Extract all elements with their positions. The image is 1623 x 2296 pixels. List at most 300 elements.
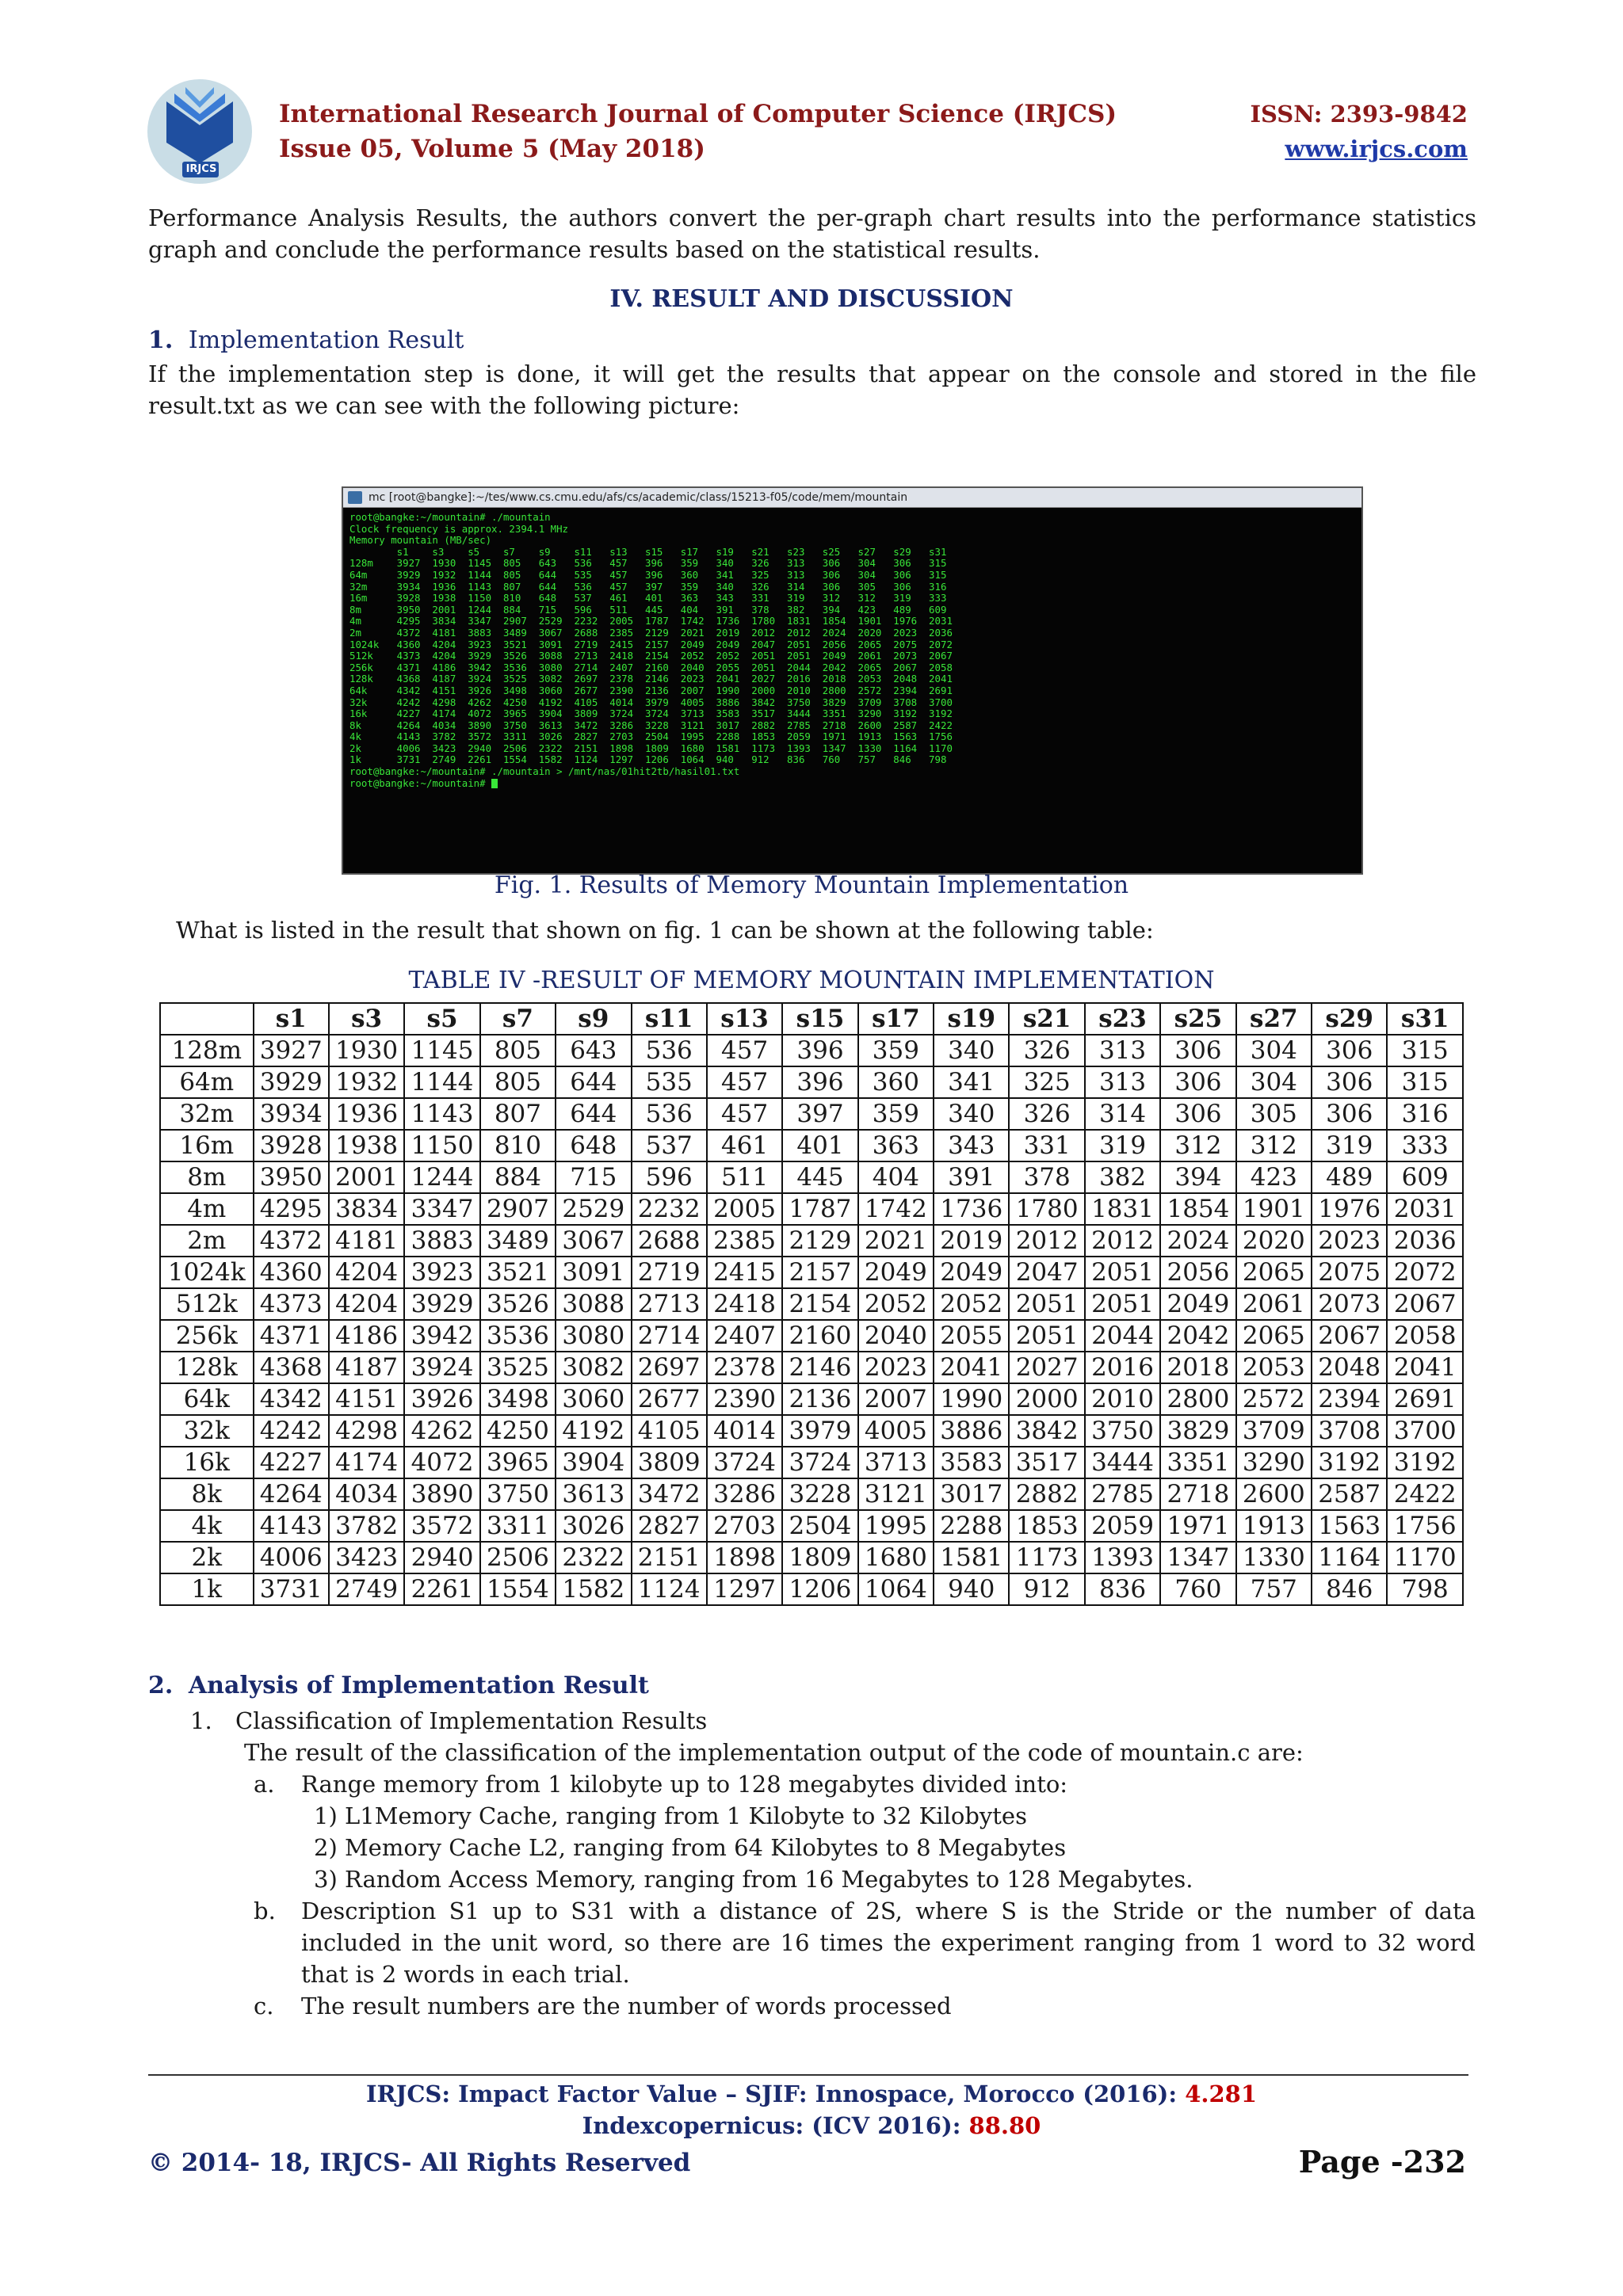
- table-cell: 2827: [632, 1510, 707, 1542]
- table-cell: 2394: [1312, 1383, 1387, 1415]
- table-row: [160, 1225, 1463, 1257]
- subsection-2-heading: [148, 1672, 649, 1699]
- table-cell: 394: [1160, 1161, 1235, 1193]
- table-header-cell: s21: [1009, 1003, 1084, 1035]
- table-cell: 3842: [1009, 1415, 1084, 1447]
- table-row-label: 256k: [160, 1320, 254, 1352]
- table-cell: 2136: [782, 1383, 857, 1415]
- table-cell: 3525: [480, 1352, 556, 1383]
- table-cell: 2036: [1387, 1225, 1463, 1257]
- table-cell: 715: [556, 1161, 631, 1193]
- table-cell: 3498: [480, 1383, 556, 1415]
- table-cell: 340: [934, 1098, 1009, 1130]
- table-header-cell: s9: [556, 1003, 631, 1035]
- terminal-line: 128k 4368 4187 3924 3525 3082 2697 2378 2146 2023 2041 2027 2016 2018 2053 2048 2041: [349, 673, 953, 685]
- table-row: [160, 1383, 1463, 1415]
- table-cell: 319: [1085, 1130, 1160, 1161]
- terminal-line: 2k 4006 3423 2940 2506 2322 2151 1898 1809 1680 1581 1173 1393 1347 1330 1164 1170: [349, 742, 953, 754]
- table-cell: 2040: [858, 1320, 934, 1352]
- table-cell: 4186: [329, 1320, 404, 1352]
- table-cell: 2000: [1009, 1383, 1084, 1415]
- table-cell: 3536: [480, 1320, 556, 1352]
- table-cell: 537: [632, 1130, 707, 1161]
- table-cell: 940: [934, 1573, 1009, 1605]
- copyright: © 2014- 18, IRJCS- All Rights Reserved: [148, 2149, 691, 2177]
- table-cell: 4371: [254, 1320, 329, 1352]
- table-cell: 1787: [782, 1193, 857, 1225]
- subsection-2-number: 2.: [148, 1672, 174, 1699]
- table-cell: 4204: [329, 1288, 404, 1320]
- terminal-line: root@bangke:~/mountain# ./mountain: [349, 511, 551, 523]
- table-cell: 4242: [254, 1415, 329, 1447]
- table-cell: 2027: [1009, 1352, 1084, 1383]
- table-cell: 2907: [480, 1193, 556, 1225]
- table-cell: 2058: [1387, 1320, 1463, 1352]
- table-cell: 4250: [480, 1415, 556, 1447]
- table-cell: 644: [556, 1098, 631, 1130]
- table-cell: 2041: [934, 1352, 1009, 1383]
- table-cell: 3311: [480, 1510, 556, 1542]
- table-cell: 326: [1009, 1035, 1084, 1066]
- table-cell: 1913: [1236, 1510, 1312, 1542]
- subsection-1-title: Implementation Result: [188, 326, 464, 354]
- table-cell: 4187: [329, 1352, 404, 1383]
- terminal-output: [343, 508, 1361, 793]
- table-row-label: 4k: [160, 1510, 254, 1542]
- table-cell: 1990: [934, 1383, 1009, 1415]
- table-cell: 2049: [1160, 1288, 1235, 1320]
- table-cell: 536: [632, 1035, 707, 1066]
- table-cell: 1831: [1085, 1193, 1160, 1225]
- table-cell: 2001: [329, 1161, 404, 1193]
- table-cell: 2378: [707, 1352, 782, 1383]
- table-cell: 836: [1085, 1573, 1160, 1605]
- table-cell: 1150: [404, 1130, 479, 1161]
- table-cell: 1064: [858, 1573, 934, 1605]
- table-row-label: 64k: [160, 1383, 254, 1415]
- footer-icv: [0, 2112, 1623, 2139]
- table-row-label: 128m: [160, 1035, 254, 1066]
- table-caption: TABLE IV -RESULT OF MEMORY MOUNTAIN IMPLEMENTATION: [408, 967, 1215, 994]
- table-cell: 3583: [934, 1447, 1009, 1478]
- table-cell: 2600: [1236, 1478, 1312, 1510]
- table-cell: 3082: [556, 1352, 631, 1383]
- table-cell: 3709: [1236, 1415, 1312, 1447]
- table-cell: 1554: [480, 1573, 556, 1605]
- table-cell: 4204: [329, 1257, 404, 1288]
- table-cell: 3965: [480, 1447, 556, 1478]
- list-item-b: Description S1 up to S31 with a distance of 2S, where S is the Stride or the number of data included in the unit word, so there are 16 times the experiment ranging from 1 word to 32 word that is 2 words in each trial.: [301, 1897, 1476, 1988]
- terminal-line: 32m 3934 1936 1143 807 644 536 457 397 359 340 326 314 306 305 306 316: [349, 580, 947, 593]
- table-cell: 4262: [404, 1415, 479, 1447]
- table-cell: 3526: [480, 1288, 556, 1320]
- table-row: [160, 1352, 1463, 1383]
- table-cell: 760: [1160, 1573, 1235, 1605]
- table-cell: 359: [858, 1035, 934, 1066]
- table-cell: 331: [1009, 1130, 1084, 1161]
- table-row-label: 16k: [160, 1447, 254, 1478]
- list-label-b: b.: [254, 1897, 276, 1924]
- table-cell: 391: [934, 1161, 1009, 1193]
- table-cell: 312: [1236, 1130, 1312, 1161]
- table-cell: 648: [556, 1130, 631, 1161]
- table-cell: 2012: [1085, 1225, 1160, 1257]
- table-cell: 360: [858, 1066, 934, 1098]
- table-cell: 457: [707, 1098, 782, 1130]
- terminal-line: 4m 4295 3834 3347 2907 2529 2232 2005 1787 1742 1736 1780 1831 1854 1901 1976 2031: [349, 615, 953, 627]
- table-cell: 2415: [707, 1257, 782, 1288]
- table-row-label: 32k: [160, 1415, 254, 1447]
- table-cell: 306: [1160, 1066, 1235, 1098]
- terminal-line: 4k 4143 3782 3572 3311 3026 2827 2703 2504 1995 2288 1853 2059 1971 1913 1563 1756: [349, 730, 953, 743]
- table-cell: 3286: [707, 1478, 782, 1510]
- table-cell: 1164: [1312, 1542, 1387, 1573]
- table-cell: 3613: [556, 1478, 631, 1510]
- table-cell: 489: [1312, 1161, 1387, 1193]
- table-cell: 3121: [858, 1478, 934, 1510]
- table-cell: 2146: [782, 1352, 857, 1383]
- table-cell: 4072: [404, 1447, 479, 1478]
- table-cell: 2940: [404, 1542, 479, 1573]
- table-cell: 3290: [1236, 1447, 1312, 1478]
- table-cell: 319: [1312, 1130, 1387, 1161]
- table-cell: 2047: [1009, 1257, 1084, 1288]
- table-cell: 4295: [254, 1193, 329, 1225]
- table-cell: 3904: [556, 1447, 631, 1478]
- subsection-1-heading: [148, 326, 464, 354]
- terminal-line: 512k 4373 4204 3929 3526 3088 2713 2418 2154 2052 2052 2051 2051 2049 2061 2073 2067: [349, 650, 953, 662]
- table-row: [160, 1478, 1463, 1510]
- table-row: [160, 1257, 1463, 1288]
- terminal-title: mc [root@bangke]:~/tes/www.cs.cmu.edu/afs/cs/academic/class/15213-f05/code/mem/mountain: [369, 491, 908, 504]
- terminal-line: 256k 4371 4186 3942 3536 3080 2714 2407 2160 2040 2055 2051 2044 2042 2065 2067 2058: [349, 661, 953, 673]
- table-cell: 326: [1009, 1098, 1084, 1130]
- table-cell: 378: [1009, 1161, 1084, 1193]
- table-row-label: 2m: [160, 1225, 254, 1257]
- table-header-cell: s23: [1085, 1003, 1160, 1035]
- table-cell: 2160: [782, 1320, 857, 1352]
- terminal-line: Memory mountain (MB/sec): [349, 534, 492, 547]
- table-cell: 457: [707, 1035, 782, 1066]
- table-cell: 3750: [1085, 1415, 1160, 1447]
- table-cell: 2005: [707, 1193, 782, 1225]
- footer-impact-factor: [0, 2081, 1623, 2107]
- footer-divider: [148, 2074, 1468, 2076]
- table-row: [160, 1193, 1463, 1225]
- table-cell: 401: [782, 1130, 857, 1161]
- table-cell: 4368: [254, 1352, 329, 1383]
- table-cell: 397: [782, 1098, 857, 1130]
- table-cell: 1244: [404, 1161, 479, 1193]
- table-row-label: 64m: [160, 1066, 254, 1098]
- table-cell: 2019: [934, 1225, 1009, 1257]
- table-cell: 3883: [404, 1225, 479, 1257]
- table-cell: 314: [1085, 1098, 1160, 1130]
- table-cell: 3708: [1312, 1415, 1387, 1447]
- table-cell: 1582: [556, 1573, 631, 1605]
- table-cell: 4151: [329, 1383, 404, 1415]
- table-cell: 2072: [1387, 1257, 1463, 1288]
- subsection-1-number: 1.: [148, 326, 174, 354]
- table-cell: 643: [556, 1035, 631, 1066]
- table-cell: 461: [707, 1130, 782, 1161]
- table-cell: 810: [480, 1130, 556, 1161]
- table-cell: 2024: [1160, 1225, 1235, 1257]
- table-cell: 382: [1085, 1161, 1160, 1193]
- table-cell: 312: [1160, 1130, 1235, 1161]
- table-cell: 2151: [632, 1542, 707, 1573]
- journal-issue: Issue 05, Volume 5 (May 2018): [279, 135, 705, 163]
- table-cell: 396: [782, 1066, 857, 1098]
- table-row-label: 128k: [160, 1352, 254, 1383]
- table-cell: 4342: [254, 1383, 329, 1415]
- table-cell: 359: [858, 1098, 934, 1130]
- table-header-cell: s27: [1236, 1003, 1312, 1035]
- terminal-line: 64m 3929 1932 1144 805 644 535 457 396 360 341 325 313 306 304 306 315: [349, 568, 947, 581]
- table-cell: 3347: [404, 1193, 479, 1225]
- table-cell: 1971: [1160, 1510, 1235, 1542]
- table-cell: 315: [1387, 1066, 1463, 1098]
- table-cell: 306: [1160, 1098, 1235, 1130]
- table-cell: 313: [1085, 1066, 1160, 1098]
- table-cell: 644: [556, 1066, 631, 1098]
- table-row: [160, 1130, 1463, 1161]
- table-cell: 3782: [329, 1510, 404, 1542]
- table-cell: 340: [934, 1035, 1009, 1066]
- table-cell: 4181: [329, 1225, 404, 1257]
- table-cell: 1901: [1236, 1193, 1312, 1225]
- issn: ISSN: 2393-9842: [1250, 101, 1468, 128]
- table-cell: 3886: [934, 1415, 1009, 1447]
- table-cell: 4143: [254, 1510, 329, 1542]
- table-cell: 2882: [1009, 1478, 1084, 1510]
- table-cell: 1393: [1085, 1542, 1160, 1573]
- table-row: [160, 1542, 1463, 1573]
- icv-value: 88.80: [968, 2112, 1041, 2139]
- table-cell: 2020: [1236, 1225, 1312, 1257]
- table-cell: 2023: [858, 1352, 934, 1383]
- table-cell: 2051: [1009, 1288, 1084, 1320]
- terminal-icon: [348, 491, 362, 504]
- impact-factor-label: IRJCS: Impact Factor Value – SJIF: Innospace, Morocco (2016):: [365, 2081, 1186, 2107]
- table-cell: 1780: [1009, 1193, 1084, 1225]
- table-header-cell: s19: [934, 1003, 1009, 1035]
- table-row-label: 512k: [160, 1288, 254, 1320]
- table-row-label: 16m: [160, 1130, 254, 1161]
- table-cell: 1976: [1312, 1193, 1387, 1225]
- journal-logo: [143, 70, 262, 189]
- table-cell: 536: [632, 1098, 707, 1130]
- table-cell: 343: [934, 1130, 1009, 1161]
- table-cell: 3724: [782, 1447, 857, 1478]
- table-cell: 2157: [782, 1257, 857, 1288]
- table-cell: 3829: [1160, 1415, 1235, 1447]
- table-cell: 1297: [707, 1573, 782, 1605]
- table-cell: 2052: [934, 1288, 1009, 1320]
- table-cell: 2056: [1160, 1257, 1235, 1288]
- table-cell: 805: [480, 1035, 556, 1066]
- table-cell: 3713: [858, 1447, 934, 1478]
- table-cell: 2691: [1387, 1383, 1463, 1415]
- table-cell: 596: [632, 1161, 707, 1193]
- table-cell: 2067: [1387, 1288, 1463, 1320]
- table-cell: 2018: [1160, 1352, 1235, 1383]
- table-cell: 3927: [254, 1035, 329, 1066]
- table-cell: 305: [1236, 1098, 1312, 1130]
- table-row: [160, 1066, 1463, 1098]
- list-item-a: Range memory from 1 kilobyte up to 128 megabytes divided into:: [301, 1771, 1068, 1798]
- table-cell: 3924: [404, 1352, 479, 1383]
- table-cell: 423: [1236, 1161, 1312, 1193]
- journal-title: International Research Journal of Computer Science (IRJCS): [279, 100, 1117, 128]
- table-row: [160, 1161, 1463, 1193]
- table-cell: 2718: [1160, 1478, 1235, 1510]
- table-header-cell: s25: [1160, 1003, 1235, 1035]
- table-cell: 2051: [1085, 1257, 1160, 1288]
- table-cell: 2749: [329, 1573, 404, 1605]
- table-cell: 1995: [858, 1510, 934, 1542]
- table-intro: What is listed in the result that shown on fig. 1 can be shown at the following table:: [176, 917, 1154, 944]
- table-cell: 2051: [1009, 1320, 1084, 1352]
- table-cell: 757: [1236, 1573, 1312, 1605]
- terminal-line: 32k 4242 4298 4262 4250 4192 4105 4014 3979 4005 3886 3842 3750 3829 3709 3708 3700: [349, 696, 953, 708]
- table-cell: 2055: [934, 1320, 1009, 1352]
- table-cell: 2385: [707, 1225, 782, 1257]
- table-row-label: 8m: [160, 1161, 254, 1193]
- journal-header: [279, 97, 1117, 166]
- table-cell: 1143: [404, 1098, 479, 1130]
- table-header-cell: s29: [1312, 1003, 1387, 1035]
- table-cell: 2061: [1236, 1288, 1312, 1320]
- table-cell: 2049: [934, 1257, 1009, 1288]
- table-cell: 3192: [1387, 1447, 1463, 1478]
- table-cell: 3351: [1160, 1447, 1235, 1478]
- table-cell: 3750: [480, 1478, 556, 1510]
- table-cell: 2041: [1387, 1352, 1463, 1383]
- list-item-1-number: 1.: [190, 1707, 212, 1734]
- table-row: [160, 1288, 1463, 1320]
- subsection-1-text: If the implementation step is done, it will get the results that appear on the console and stored in the file result.txt as we can see with the following picture:: [148, 360, 1476, 419]
- table-cell: 304: [1236, 1035, 1312, 1066]
- list-item-1: Classification of Implementation Results: [235, 1707, 708, 1734]
- table-cell: 4014: [707, 1415, 782, 1447]
- terminal-line: root@bangke:~/mountain#: [349, 778, 1355, 790]
- table-cell: 807: [480, 1098, 556, 1130]
- table-cell: 313: [1085, 1035, 1160, 1066]
- table-cell: 2407: [707, 1320, 782, 1352]
- table-cell: 2052: [858, 1288, 934, 1320]
- table-cell: 404: [858, 1161, 934, 1193]
- table-cell: 333: [1387, 1130, 1463, 1161]
- table-cell: 306: [1312, 1098, 1387, 1130]
- table-cell: 306: [1312, 1035, 1387, 1066]
- table-cell: 4227: [254, 1447, 329, 1478]
- table-cell: 316: [1387, 1098, 1463, 1130]
- table-cell: 3926: [404, 1383, 479, 1415]
- table-cell: 1930: [329, 1035, 404, 1066]
- table-cell: 2073: [1312, 1288, 1387, 1320]
- table-cell: 798: [1387, 1573, 1463, 1605]
- table-header-row: [160, 1003, 1463, 1035]
- terminal-line: 1k 3731 2749 2261 1554 1582 1124 1297 1206 1064 940 912 836 760 757 846 798: [349, 753, 947, 766]
- table-row: [160, 1035, 1463, 1066]
- table-cell: 2059: [1085, 1510, 1160, 1542]
- table-cell: 1206: [782, 1573, 857, 1605]
- table-cell: 3067: [556, 1225, 631, 1257]
- table-row: [160, 1320, 1463, 1352]
- table-row-label: 8k: [160, 1478, 254, 1510]
- table-header-cell: s1: [254, 1003, 329, 1035]
- table-cell: 4372: [254, 1225, 329, 1257]
- table-cell: 3809: [632, 1447, 707, 1478]
- table-cell: 3091: [556, 1257, 631, 1288]
- table-cell: 1124: [632, 1573, 707, 1605]
- table-cell: 3942: [404, 1320, 479, 1352]
- table-cell: 3950: [254, 1161, 329, 1193]
- table-cell: 511: [707, 1161, 782, 1193]
- table-cell: 457: [707, 1066, 782, 1098]
- table-cell: 363: [858, 1130, 934, 1161]
- journal-url-link[interactable]: www.irjcs.com: [1285, 135, 1468, 162]
- table-cell: 2587: [1312, 1478, 1387, 1510]
- terminal-line: 2m 4372 4181 3883 3489 3067 2688 2385 2129 2021 2019 2012 2012 2024 2020 2023 2036: [349, 626, 953, 639]
- table-cell: 2049: [858, 1257, 934, 1288]
- table-cell: 1742: [858, 1193, 934, 1225]
- table-cell: 4373: [254, 1288, 329, 1320]
- table-cell: 3080: [556, 1320, 631, 1352]
- table-row: [160, 1098, 1463, 1130]
- table-cell: 4005: [858, 1415, 934, 1447]
- table-header-cell: s5: [404, 1003, 479, 1035]
- table-cell: 4298: [329, 1415, 404, 1447]
- table-header-cell: s3: [329, 1003, 404, 1035]
- table-cell: 2075: [1312, 1257, 1387, 1288]
- table-cell: 3521: [480, 1257, 556, 1288]
- table-cell: 1144: [404, 1066, 479, 1098]
- table-cell: 609: [1387, 1161, 1463, 1193]
- table-cell: 3088: [556, 1288, 631, 1320]
- table-header-cell: s15: [782, 1003, 857, 1035]
- terminal-line: 8m 3950 2001 1244 884 715 596 511 445 404 391 378 382 394 423 489 609: [349, 603, 947, 616]
- table-cell: 1347: [1160, 1542, 1235, 1573]
- terminal-line: root@bangke:~/mountain# ./mountain > /mnt/nas/01hit2tb/hasil01.txt: [349, 765, 740, 778]
- table-cell: 3928: [254, 1130, 329, 1161]
- terminal-line: 1024k 4360 4204 3923 3521 3091 2719 2415 2157 2049 2049 2047 2051 2056 2065 2075 2072: [349, 638, 953, 650]
- table-cell: 3444: [1085, 1447, 1160, 1478]
- table-cell: 306: [1160, 1035, 1235, 1066]
- table-cell: 2785: [1085, 1478, 1160, 1510]
- list-item-a2: 2) Memory Cache L2, ranging from 64 Kilobytes to 8 Megabytes: [314, 1834, 1067, 1861]
- table-cell: 341: [934, 1066, 1009, 1098]
- table-cell: 2506: [480, 1542, 556, 1573]
- table-cell: 2572: [1236, 1383, 1312, 1415]
- table-cell: 1932: [329, 1066, 404, 1098]
- table-cell: 2065: [1236, 1257, 1312, 1288]
- table-cell: 2422: [1387, 1478, 1463, 1510]
- table-cell: 2023: [1312, 1225, 1387, 1257]
- table-header-cell: s7: [480, 1003, 556, 1035]
- terminal-line: 16m 3928 1938 1150 810 648 537 461 401 363 343 331 319 312 312 319 333: [349, 592, 947, 605]
- table-cell: 1938: [329, 1130, 404, 1161]
- table-row-label: 4m: [160, 1193, 254, 1225]
- table-cell: 2042: [1160, 1320, 1235, 1352]
- table-header-cell: s31: [1387, 1003, 1463, 1035]
- table-cell: 2703: [707, 1510, 782, 1542]
- table-cell: 3572: [404, 1510, 479, 1542]
- terminal-line: 128m 3927 1930 1145 805 643 536 457 396 359 340 326 313 306 304 306 315: [349, 557, 947, 570]
- table-cell: 1145: [404, 1035, 479, 1066]
- table-cell: 1170: [1387, 1542, 1463, 1573]
